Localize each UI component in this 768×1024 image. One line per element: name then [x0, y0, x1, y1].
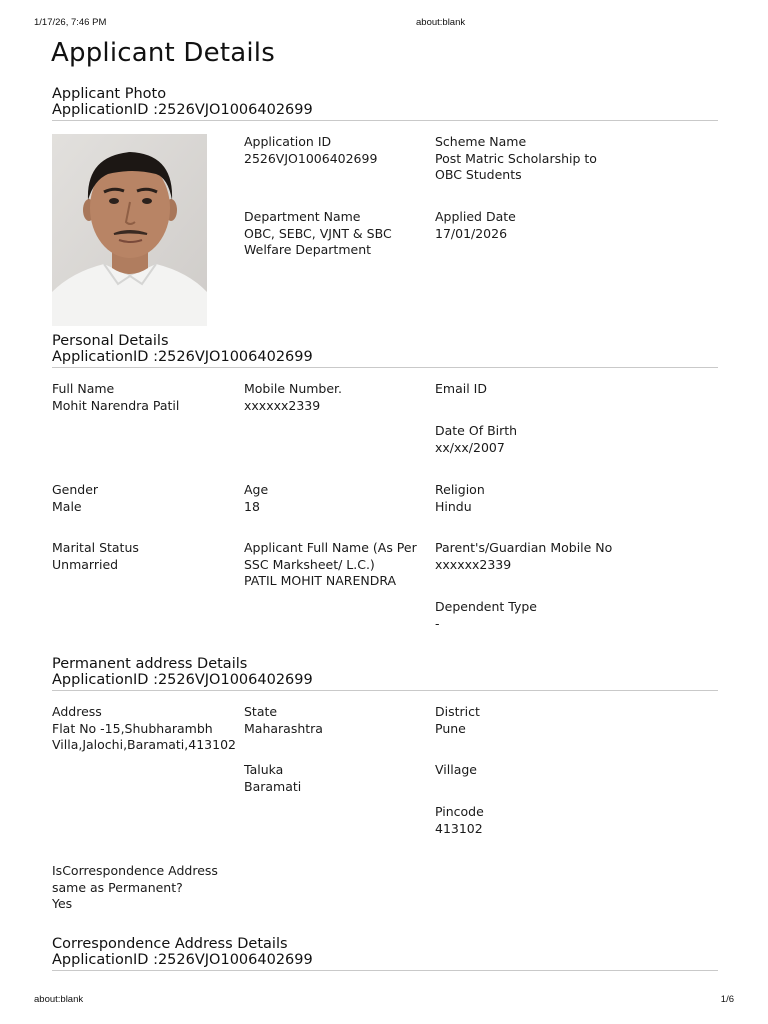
field-date-of-birth: [435, 423, 620, 456]
field-value: Flat No -15,Shubharambh Villa,Jalochi,Baramati,413102: [52, 720, 236, 752]
field-label: Village: [435, 762, 477, 777]
section-header-correspondence-address: [52, 936, 718, 971]
field-value: Unmarried: [52, 556, 119, 572]
print-header: [0, 17, 768, 31]
section-title: Applicant Photo: [52, 86, 167, 102]
field-applied-date: [435, 209, 620, 242]
field-value: Mohit Narendra Patil: [52, 397, 180, 413]
print-footer-url: about:blank: [34, 994, 84, 1005]
field-email-id: [435, 381, 620, 398]
field-district: [435, 704, 620, 737]
field-application-id: [244, 134, 429, 167]
field-value: Male: [52, 498, 82, 514]
field-value: 413102: [435, 820, 483, 836]
field-label: Email ID: [435, 381, 487, 396]
field-label: Pincode: [435, 804, 484, 819]
applicant-photo: [52, 134, 207, 326]
section-header-permanent-address: [52, 656, 718, 691]
field-ssc-full-name: [244, 540, 429, 590]
field-label: Mobile Number.: [244, 381, 343, 396]
field-label: Age: [244, 482, 269, 497]
field-age: [244, 482, 429, 515]
field-full-name: [52, 381, 237, 414]
field-value: xx/xx/2007: [435, 439, 505, 455]
field-pincode: [435, 804, 620, 837]
section-header-personal-details: [52, 333, 718, 368]
print-timestamp: 1/17/26, 7:46 PM: [34, 17, 107, 28]
field-value: -: [435, 615, 440, 631]
field-value: Maharashtra: [244, 720, 323, 736]
print-page-title: about:blank: [416, 17, 466, 28]
field-label: Taluka: [244, 762, 284, 777]
application-id-line: ApplicationID :2526VJO1006402699: [52, 952, 313, 968]
field-value: Baramati: [244, 778, 302, 794]
field-label: Gender: [52, 482, 99, 497]
field-value: 18: [244, 498, 260, 514]
field-address: [52, 704, 237, 754]
applicant-portrait-image: [52, 134, 207, 326]
field-value: Hindu: [435, 498, 472, 514]
application-id-line: ApplicationID :2526VJO1006402699: [52, 672, 313, 688]
field-label: Parent's/Guardian Mobile No: [435, 540, 613, 555]
page-title: Applicant Details: [51, 38, 275, 68]
field-value: Pune: [435, 720, 466, 736]
application-id-line: ApplicationID :2526VJO1006402699: [52, 349, 313, 365]
section-header-applicant-photo: [52, 86, 718, 121]
application-id-line: ApplicationID :2526VJO1006402699: [52, 102, 313, 118]
field-value: Yes: [52, 896, 73, 911]
field-religion: [435, 482, 620, 515]
field-label: Full Name: [52, 381, 115, 396]
section-title: Correspondence Address Details: [52, 936, 288, 952]
section-title: Permanent address Details: [52, 656, 248, 672]
print-footer: [0, 994, 768, 1008]
field-label: Department Name: [244, 209, 361, 224]
field-guardian-mobile: [435, 540, 645, 573]
field-gender: [52, 482, 237, 515]
field-label: Marital Status: [52, 540, 139, 555]
field-label: Date Of Birth: [435, 423, 518, 438]
field-value: xxxxxx2339: [244, 397, 321, 413]
field-label: State: [244, 704, 278, 719]
field-correspondence-same: [52, 863, 227, 913]
field-value: OBC, SEBC, VJNT & SBC Welfare Department: [244, 225, 392, 257]
field-label: Applied Date: [435, 209, 516, 224]
field-value: 17/01/2026: [435, 225, 508, 241]
print-page-number: 1/6: [720, 994, 734, 1005]
field-dependent-type: [435, 599, 620, 632]
section-title: Personal Details: [52, 333, 169, 349]
field-value: PATIL MOHIT NARENDRA: [244, 573, 397, 588]
field-label: Application ID: [244, 134, 332, 149]
field-value: 2526VJO1006402699: [244, 150, 378, 166]
field-label: District: [435, 704, 480, 719]
field-label: Scheme Name: [435, 134, 527, 149]
field-label: Religion: [435, 482, 485, 497]
field-value: xxxxxx2339: [435, 556, 512, 572]
field-label: Applicant Full Name (As Per SSC Marksheet/ L.C.): [244, 540, 417, 572]
field-mobile-number: [244, 381, 429, 414]
field-department-name: [244, 209, 429, 259]
field-label: Address: [52, 704, 102, 719]
field-taluka: [244, 762, 429, 795]
field-marital-status: [52, 540, 237, 573]
field-scheme-name: [435, 134, 620, 184]
field-state: [244, 704, 429, 737]
field-label: IsCorrespondence Address same as Permanent?: [52, 863, 218, 895]
field-value: Post Matric Scholarship to OBC Students: [435, 150, 597, 182]
field-label: Dependent Type: [435, 599, 537, 614]
field-village: [435, 762, 620, 779]
